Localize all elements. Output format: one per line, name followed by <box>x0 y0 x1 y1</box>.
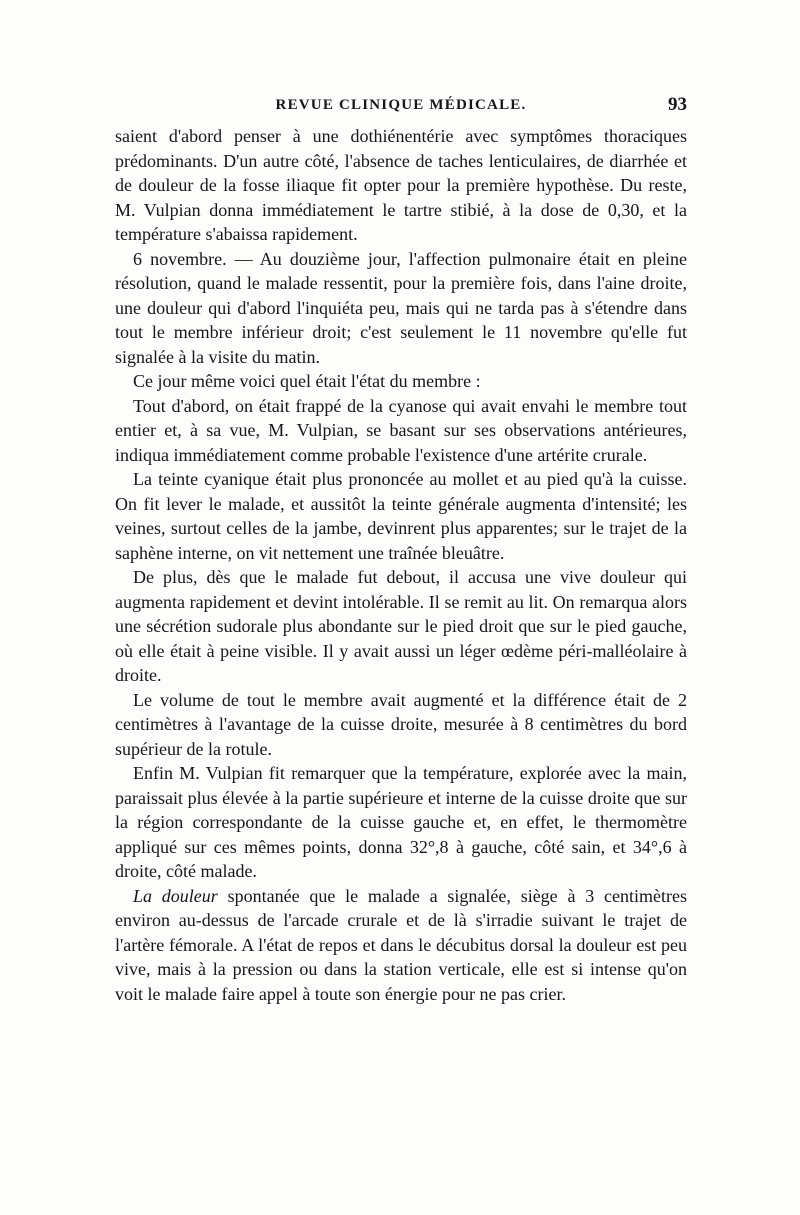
paragraph-la-douleur <box>115 884 687 1007</box>
running-title: REVUE CLINIQUE MÉDICALE. <box>275 97 527 113</box>
running-head <box>115 93 687 117</box>
italic-lead: La douleur <box>133 885 218 906</box>
body-text <box>115 124 687 1006</box>
paragraph-etat-du-membre: Ce jour même voici quel était l'état du membre : <box>133 371 481 391</box>
paragraph-temperature: Enfin M. Vulpian fit remarquer que la température, explorée avec la main, paraissait plus élevée à la partie supérieure et interne de la cuisse droite que sur la région correspondante de la cuisse gauche et, en effet, le thermomètre appliqué sur ces mêmes points, donna 32°,8 à gauche, côté sain, et 34°,6 à droite, côté malade. <box>115 763 687 881</box>
paragraph-volume-membre: Le volume de tout le membre avait augmenté et la différence était de 2 centimètres à l'avantage de la cuisse droite, mesurée à 8 centimètres du bord supérieur de la rotule. <box>115 689 687 759</box>
paragraph-la-douleur-text: spontanée que le malade a signalée, siège à 3 centimètres environ au-dessus de l'arcade crurale et de là s'irradie suivant le trajet de l'artère fémorale. A l'état de repos et dans le décubitus dorsal la douleur est peu vive, mais à la pression ou dans la station verticale, elle est si intense qu'on voit le malade faire appel à toute son énergie pour ne pas crier. <box>115 885 687 1004</box>
paragraph-teinte-cyanique: La teinte cyanique était plus prononcée au mollet et au pied qu'à la cuisse. On fit lever le malade, et aussitôt la teinte générale augmenta d'intensité; les veines, surtout celles de la jambe, devinrent plus apparentes; sur le trajet de la saphène interne, on vit nettement une traînée bleuâtre. <box>115 469 687 563</box>
paragraph-6-novembre: 6 novembre. — Au douzième jour, l'affection pulmonaire était en pleine résolution, quand le malade ressentit, pour la première fois, dans l'aine droite, une douleur qui d'abord l'inquiéta peu, mais qui ne tarda pas à s'étendre dans tout le membre inférieur droit; c'est seulement le 11 novembre qu'elle fut signalée à la visite du matin. <box>115 248 687 367</box>
page-number: 93 <box>668 94 687 115</box>
paragraph-douleur-debout: De plus, dès que le malade fut debout, il accusa une vive douleur qui augmenta rapidement et devint intolérable. Il se remit au lit. On remarqua alors une sécrétion sudorale plus abondante sur le pied droit que sur le pied gauche, où elle était à peine visible. Il y avait aussi un léger œdème péri-malléolaire à droite. <box>115 567 687 685</box>
paragraph-cyanose: Tout d'abord, on était frappé de la cyanose qui avait envahi le membre tout entier et, à sa vue, M. Vulpian, se basant sur ses observations antérieures, indiqua immédiatement comme probable l'existence d'une artérite crurale. <box>115 395 687 465</box>
paragraph-continuation: saient d'abord penser à une dothiénentérie avec symptômes thoraciques prédominants. D'un autre côté, l'absence de taches lenticulaires, de diarrhée et de douleur de la fosse iliaque fit opter pour la première hypothèse. Du reste, M. Vulpian donna immédiatement le tartre stibié, à la dose de 0,30, et la température s'abaissa rapidement. <box>115 126 687 244</box>
